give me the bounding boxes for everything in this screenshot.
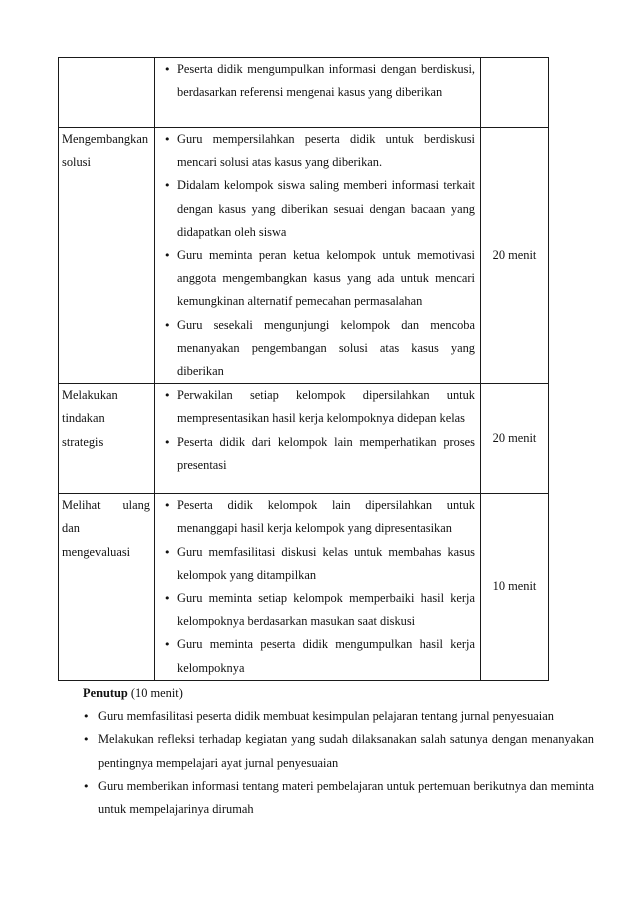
list-item: • Didalam kelompok siswa saling memberi informasi terkait dengan kasus yang diberikan sesuai dengan bacaan yang didapatkan oleh siswa	[161, 174, 475, 244]
list-item: • Guru meminta setiap kelompok memperbaiki hasil kerja kelompoknya berdasarkan masukan saat diskusi	[161, 587, 475, 633]
learning-steps-table	[58, 57, 549, 681]
activities-cell	[155, 384, 481, 494]
list-item: • Peserta didik mengumpulkan informasi dengan berdiskusi, berdasarkan referensi mengenai kasus yang diberikan	[161, 58, 475, 104]
step-cell	[59, 128, 155, 384]
list-item: • Guru sesekali mengunjungi kelompok dan mencoba menanyakan pengembangan solusi atas kasus yang diberikan	[161, 314, 475, 384]
list-item: • Guru mempersilahkan peserta didik untuk berdiskusi mencari solusi atas kasus yang diberikan.	[161, 128, 475, 174]
list-item: • Peserta didik dari kelompok lain memperhatikan proses presentasi	[161, 431, 475, 477]
closing-title: Penutup	[83, 686, 128, 700]
closing-duration: (10 menit)	[130, 686, 183, 700]
table-row	[59, 384, 549, 494]
table-row	[59, 58, 549, 128]
step-label: Melakukan tindakan strategis	[62, 388, 118, 449]
list-item: • Guru meminta peran ketua kelompok untuk memotivasi anggota mengembangkan kasus yang ada untuk mencari kemungkinan alternatif pemecahan permasalahan	[161, 244, 475, 314]
list-item: • Guru meminta peserta didik mengumpulkan hasil kerja kelompoknya	[161, 633, 475, 679]
step-label: Mengembangkan solusi	[62, 132, 149, 170]
time-cell: 20 menit	[481, 384, 549, 494]
list-item: • Guru memberikan informasi tentang materi pembelajaran untuk pertemuan berikutnya dan meminta untuk mempelajarinya dirumah	[82, 775, 594, 821]
activities-cell	[155, 58, 481, 128]
closing-heading	[82, 682, 594, 705]
activities-cell	[155, 128, 481, 384]
step-cell	[59, 58, 155, 128]
list-item: • Guru memfasilitasi diskusi kelas untuk membahas kasus kelompok yang ditampilkan	[161, 541, 475, 587]
activities-cell	[155, 494, 481, 681]
table-row	[59, 128, 549, 384]
list-item: • Melakukan refleksi terhadap kegiatan yang sudah dilaksanakan salah satunya dengan menanyakan pentingnya mempelajari ayat jurnal penyesuaian	[82, 728, 594, 774]
table-row	[59, 494, 549, 681]
list-item: • Perwakilan setiap kelompok dipersilahkan untuk mempresentasikan hasil kerja kelompoknya didepan kelas	[161, 384, 475, 430]
time-cell: 10 menit	[481, 494, 549, 681]
step-label: Melihat ulang dan mengevaluasi	[62, 498, 150, 559]
closing-section	[82, 682, 594, 821]
step-cell	[59, 384, 155, 494]
list-item: • Peserta didik kelompok lain dipersilahkan untuk menanggapi hasil kerja kelompok yang dipresentasikan	[161, 494, 475, 540]
time-cell	[481, 58, 549, 128]
time-cell: 20 menit	[481, 128, 549, 384]
step-cell	[59, 494, 155, 681]
closing-list	[82, 705, 594, 821]
list-item: • Guru memfasilitasi peserta didik membuat kesimpulan pelajaran tentang jurnal penyesuaian	[82, 705, 594, 728]
